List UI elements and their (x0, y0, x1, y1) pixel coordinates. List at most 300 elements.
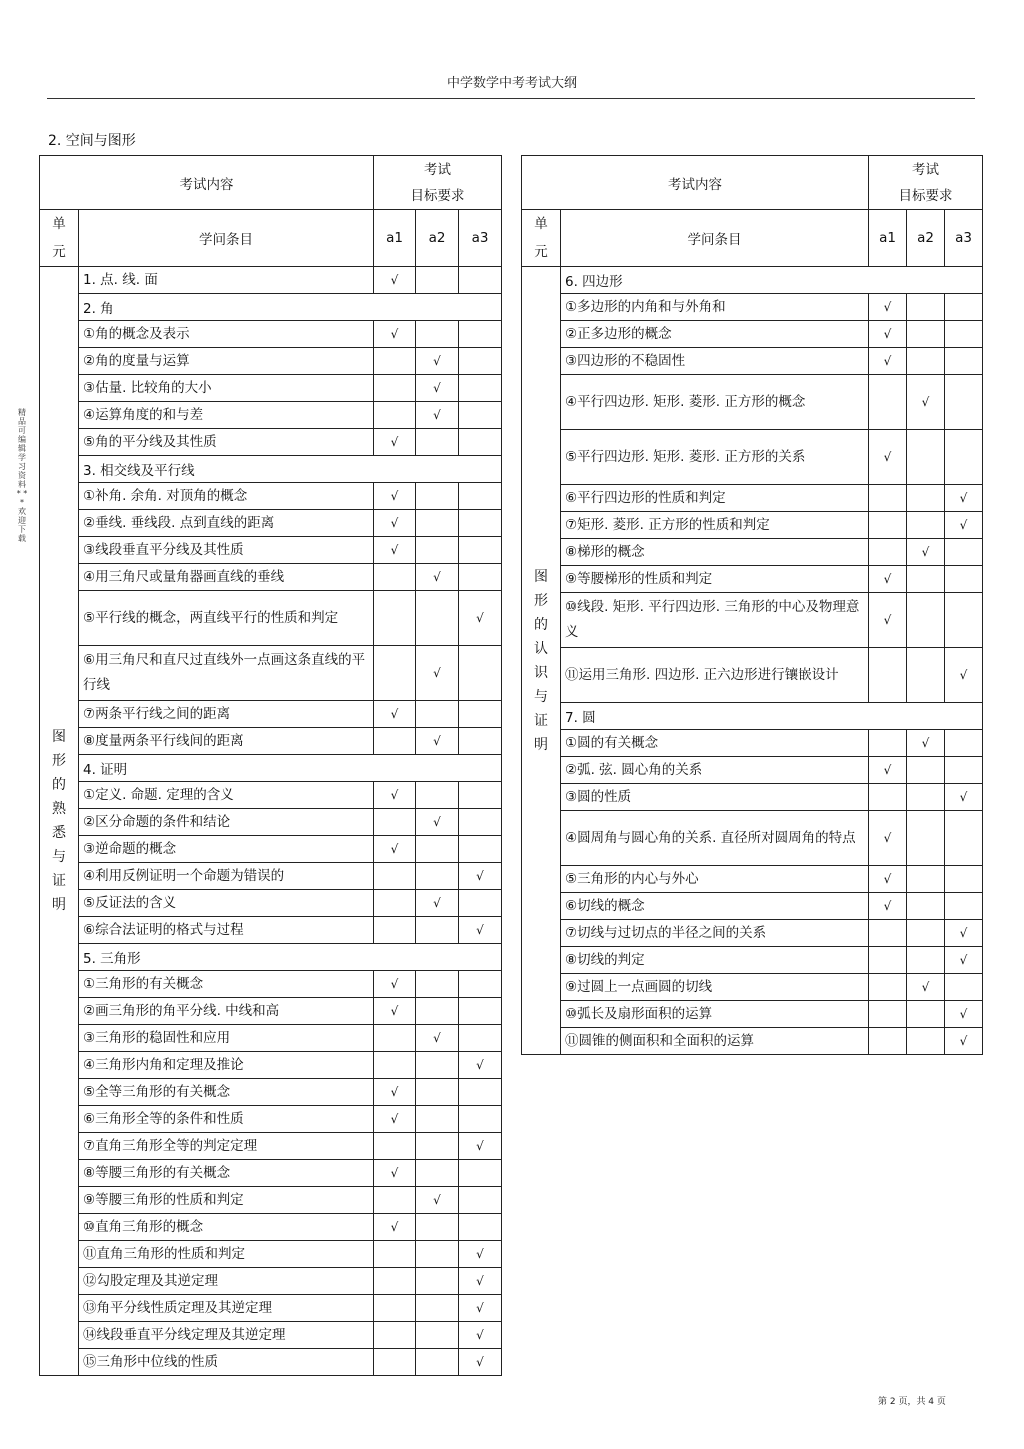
table-row (522, 375, 983, 430)
unit-label: 图形的认识与证明 (534, 568, 548, 753)
item-label: ③四边形的不稳固性 (561, 348, 869, 375)
check-cell-a2 (416, 836, 459, 863)
check-cell-a2 (416, 809, 459, 836)
item-label: ③三角形的稳固性和应用 (79, 1025, 374, 1052)
check-cell-a3 (459, 1295, 502, 1322)
table-row (40, 1106, 502, 1133)
check-cell-a3 (459, 1187, 502, 1214)
check-cell-a2 (907, 321, 945, 348)
header-a1: a1 (374, 210, 416, 267)
check-mark: √ (476, 1274, 484, 1288)
table-row (522, 811, 983, 866)
check-cell-a2 (907, 784, 945, 811)
header-target-line2: 目标要求 (410, 187, 465, 204)
check-cell-a2 (907, 539, 945, 566)
check-mark: √ (433, 1193, 441, 1207)
check-cell-a2 (416, 1187, 459, 1214)
check-cell-a2 (907, 1001, 945, 1028)
table-row (522, 757, 983, 784)
item-label: ①补角. 余角. 对顶角的概念 (79, 483, 374, 510)
check-cell-a2 (416, 1133, 459, 1160)
check-cell-a1 (869, 512, 907, 539)
table-row (40, 1079, 502, 1106)
check-cell-a3 (459, 1160, 502, 1187)
check-cell-a1 (374, 1322, 416, 1349)
check-cell-a2 (907, 974, 945, 1001)
table-row (40, 809, 502, 836)
check-cell-a3 (459, 917, 502, 944)
table-row (40, 1052, 502, 1079)
check-cell-a3 (459, 1349, 502, 1376)
check-cell-a3 (945, 730, 983, 757)
check-cell-a2 (416, 483, 459, 510)
item-label: ⑪运用三角形. 四边形. 正六边形进行镶嵌设计 (561, 648, 869, 703)
check-mark: √ (390, 1004, 399, 1018)
check-cell-a3 (945, 294, 983, 321)
item-label: ④运算角度的和与差 (79, 402, 374, 429)
check-cell-a3 (459, 1106, 502, 1133)
check-cell-a2 (416, 1052, 459, 1079)
right-outline-table (521, 155, 983, 1055)
check-cell-a2 (416, 1106, 459, 1133)
check-cell-a2 (416, 646, 459, 701)
check-cell-a3 (459, 402, 502, 429)
check-cell-a1 (374, 1187, 416, 1214)
header-unit-char2: 元 (534, 244, 548, 260)
table-row (40, 836, 502, 863)
check-mark: √ (883, 613, 892, 627)
check-mark: √ (476, 1355, 484, 1369)
header-a2: a2 (907, 210, 945, 267)
check-cell-a3 (945, 1001, 983, 1028)
check-cell-a3 (459, 1241, 502, 1268)
item-label: ②画三角形的角平分线. 中线和高 (79, 998, 374, 1025)
item-label: ⑥综合法证明的格式与过程 (79, 917, 374, 944)
item-label: ③估量. 比较角的大小 (79, 375, 374, 402)
table-row (40, 429, 502, 456)
check-mark: √ (433, 734, 441, 748)
item-label: ⑩线段. 矩形. 平行四边形. 三角形的中心及物理意义 (561, 593, 869, 648)
check-cell-a3 (945, 1028, 983, 1055)
check-cell-a2 (907, 920, 945, 947)
check-cell-a1 (869, 757, 907, 784)
check-cell-a3 (459, 1025, 502, 1052)
category-row (40, 456, 502, 483)
table-row (40, 728, 502, 755)
check-cell-a1 (374, 537, 416, 564)
table-row (522, 866, 983, 893)
check-cell-a3 (945, 974, 983, 1001)
check-cell-a2 (907, 512, 945, 539)
unit-label: 图形的熟悉与证明 (52, 729, 66, 913)
check-mark: √ (921, 395, 930, 409)
check-cell-a2 (416, 429, 459, 456)
category-label: 4. 证明 (79, 755, 502, 782)
check-mark: √ (959, 953, 968, 967)
item-label: ⑤全等三角形的有关概念 (79, 1079, 374, 1106)
check-cell-a2 (416, 863, 459, 890)
check-cell-a2 (416, 1241, 459, 1268)
item-label: ⑨等腰梯形的性质和判定 (561, 566, 869, 593)
item-label: ⑧等腰三角形的有关概念 (79, 1160, 374, 1187)
check-mark: √ (433, 408, 441, 422)
table-row (40, 1214, 502, 1241)
item-label: ④平行四边形. 矩形. 菱形. 正方形的概念 (561, 375, 869, 430)
check-cell-a3 (459, 971, 502, 998)
check-mark: √ (390, 273, 399, 287)
item-label: ⑭线段垂直平分线定理及其逆定理 (79, 1322, 374, 1349)
item-label: ④圆周角与圆心角的关系. 直径所对圆周角的特点 (561, 811, 869, 866)
check-cell-a1 (374, 591, 416, 646)
item-label: ⑥用三角尺和直尺过直线外一点画这条直线的平行线 (79, 646, 374, 701)
header-unit-char1: 单 (52, 216, 66, 232)
header-a2: a2 (416, 210, 459, 267)
item-label: ⑨等腰三角形的性质和判定 (79, 1187, 374, 1214)
check-mark: √ (959, 668, 968, 682)
item-label: ⑥切线的概念 (561, 893, 869, 920)
check-mark: √ (390, 1166, 399, 1180)
table-row (40, 402, 502, 429)
check-cell-a1 (374, 510, 416, 537)
item-label: ③逆命题的概念 (79, 836, 374, 863)
page-header-title: 中学数学中考考试大纲 (446, 76, 577, 91)
table-row (522, 784, 983, 811)
check-cell-a3 (459, 782, 502, 809)
check-cell-a2 (416, 348, 459, 375)
check-mark: √ (433, 896, 441, 910)
check-mark: √ (883, 572, 892, 586)
item-label: ⑦两条平行线之间的距离 (79, 701, 374, 728)
check-mark: √ (883, 872, 892, 886)
check-cell-a1 (374, 564, 416, 591)
check-cell-a1 (374, 701, 416, 728)
header-items: 学问条目 (561, 210, 869, 267)
header-row-2 (40, 210, 502, 267)
item-label: ⑤反证法的含义 (79, 890, 374, 917)
check-cell-a1 (374, 728, 416, 755)
check-cell-a1 (869, 294, 907, 321)
check-cell-a1 (869, 947, 907, 974)
header-row-2 (522, 210, 983, 267)
check-cell-a1 (869, 430, 907, 485)
category-label: 7. 圆 (561, 703, 983, 730)
header-a3: a3 (945, 210, 983, 267)
check-cell-a1 (374, 863, 416, 890)
check-mark: √ (390, 842, 399, 856)
check-cell-a3 (945, 375, 983, 430)
table-row (40, 321, 502, 348)
table-row (40, 863, 502, 890)
category-row (40, 294, 502, 321)
check-cell-a2 (416, 564, 459, 591)
check-cell-a2 (416, 402, 459, 429)
check-cell-a1 (374, 375, 416, 402)
check-cell-a2 (416, 998, 459, 1025)
check-cell-a1 (869, 730, 907, 757)
check-mark: √ (959, 790, 968, 804)
check-mark: √ (476, 1247, 484, 1261)
check-cell-a1 (869, 539, 907, 566)
item-label: ⑧切线的判定 (561, 947, 869, 974)
check-mark: √ (476, 923, 484, 937)
check-cell-a3 (459, 1079, 502, 1106)
check-mark: √ (476, 1058, 484, 1072)
check-cell-a1 (374, 836, 416, 863)
table-row (522, 974, 983, 1001)
check-cell-a1 (374, 483, 416, 510)
check-mark: √ (883, 450, 892, 464)
check-cell-a1 (374, 1052, 416, 1079)
check-cell-a1 (374, 1160, 416, 1187)
item-label: ⑤平行四边形. 矩形. 菱形. 正方形的关系 (561, 430, 869, 485)
check-cell-a3 (459, 1052, 502, 1079)
check-cell-a1 (869, 784, 907, 811)
item-label: ⑧度量两条平行线间的距离 (79, 728, 374, 755)
table-row (40, 1295, 502, 1322)
check-cell-a1 (374, 1214, 416, 1241)
header-target-line1: 考试 (424, 161, 451, 178)
table-row (40, 348, 502, 375)
check-cell-a2 (907, 348, 945, 375)
table-row (40, 564, 502, 591)
table-row (522, 730, 983, 757)
table-row (40, 1241, 502, 1268)
table-row (40, 1187, 502, 1214)
check-cell-a1 (374, 1295, 416, 1322)
check-cell-a1 (374, 890, 416, 917)
check-cell-a2 (416, 971, 459, 998)
check-cell-a2 (907, 1028, 945, 1055)
item-label: ②垂线. 垂线段. 点到直线的距离 (79, 510, 374, 537)
check-mark: √ (883, 899, 892, 913)
table-row (40, 782, 502, 809)
category-label: 2. 角 (79, 294, 502, 321)
check-mark: √ (959, 1007, 968, 1021)
check-mark: √ (476, 611, 484, 625)
check-cell-a3 (945, 784, 983, 811)
table-row (522, 294, 983, 321)
item-label: ④利用反例证明一个命题为错误的 (79, 863, 374, 890)
check-cell-a1 (374, 1025, 416, 1052)
check-cell-a3 (459, 564, 502, 591)
header-exam-target (869, 156, 983, 210)
table-row (40, 917, 502, 944)
check-mark: √ (921, 980, 930, 994)
table-row (40, 1025, 502, 1052)
item-label: ②区分命题的条件和结论 (79, 809, 374, 836)
check-cell-a3 (459, 483, 502, 510)
check-mark: √ (390, 489, 399, 503)
check-cell-a1 (869, 593, 907, 648)
check-cell-a1 (374, 1268, 416, 1295)
check-mark: √ (476, 869, 484, 883)
check-mark: √ (883, 763, 892, 777)
header-row-1 (522, 156, 983, 210)
check-cell-a1 (869, 485, 907, 512)
check-cell-a1 (869, 566, 907, 593)
header-target-line2: 目标要求 (898, 187, 953, 204)
check-cell-a2 (907, 294, 945, 321)
check-cell-a1 (374, 917, 416, 944)
table-row (40, 1349, 502, 1376)
check-cell-a1 (869, 893, 907, 920)
check-mark: √ (433, 815, 441, 829)
table-row (40, 510, 502, 537)
header-unit (40, 210, 79, 267)
check-cell-a1 (869, 348, 907, 375)
check-cell-a3 (945, 485, 983, 512)
item-label: ⑨过圆上一点画圆的切线 (561, 974, 869, 1001)
check-cell-a2 (416, 1214, 459, 1241)
check-mark: √ (883, 327, 892, 341)
check-cell-a3 (459, 591, 502, 646)
item-label: ①角的概念及表示 (79, 321, 374, 348)
table-row (522, 920, 983, 947)
table-row (40, 1322, 502, 1349)
check-cell-a1 (374, 782, 416, 809)
check-cell-a3 (459, 701, 502, 728)
check-cell-a2 (416, 728, 459, 755)
category-label: 5. 三角形 (79, 944, 502, 971)
check-cell-a2 (416, 782, 459, 809)
check-mark: √ (959, 1034, 968, 1048)
check-cell-a2 (907, 866, 945, 893)
check-cell-a3 (459, 836, 502, 863)
check-mark: √ (959, 518, 968, 532)
left-outline-table (39, 155, 502, 1376)
check-cell-a2 (416, 1268, 459, 1295)
check-cell-a3 (459, 1268, 502, 1295)
item-label: ③线段垂直平分线及其性质 (79, 537, 374, 564)
item-label: ⑤平行线的概念，两直线平行的性质和判定 (79, 591, 374, 646)
item-label: ⑪直角三角形的性质和判定 (79, 1241, 374, 1268)
check-cell-a1 (374, 646, 416, 701)
check-cell-a3 (945, 947, 983, 974)
check-cell-a1 (869, 811, 907, 866)
category-row (40, 755, 502, 782)
item-label: ⑧梯形的概念 (561, 539, 869, 566)
item-label: ⑪圆锥的侧面积和全面积的运算 (561, 1028, 869, 1055)
check-mark: √ (390, 516, 399, 530)
table-row (522, 348, 983, 375)
check-cell-a2 (416, 1025, 459, 1052)
check-cell-a1 (869, 866, 907, 893)
check-cell-a2 (416, 591, 459, 646)
check-mark: √ (921, 736, 930, 750)
check-cell-a1 (374, 998, 416, 1025)
check-cell-a2 (907, 375, 945, 430)
item-label: ①定义. 命题. 定理的含义 (79, 782, 374, 809)
item-label: ⑩直角三角形的概念 (79, 1214, 374, 1241)
header-exam-content: 考试内容 (40, 156, 374, 210)
check-cell-a1 (374, 1241, 416, 1268)
check-cell-a1 (869, 375, 907, 430)
check-cell-a2 (416, 701, 459, 728)
check-cell-a2 (416, 267, 459, 294)
check-mark: √ (390, 1112, 399, 1126)
check-cell-a3 (459, 1133, 502, 1160)
item-label: ①多边形的内角和与外角和 (561, 294, 869, 321)
check-cell-a3 (945, 566, 983, 593)
check-cell-a1 (374, 971, 416, 998)
check-cell-a2 (416, 321, 459, 348)
header-exam-target (374, 156, 502, 210)
check-cell-a3 (945, 893, 983, 920)
check-cell-a2 (416, 1079, 459, 1106)
header-exam-content: 考试内容 (522, 156, 869, 210)
check-cell-a2 (907, 648, 945, 703)
item-label: ③圆的性质 (561, 784, 869, 811)
item-label: ⑥平行四边形的性质和判定 (561, 485, 869, 512)
check-mark: √ (433, 354, 441, 368)
check-cell-a3 (945, 348, 983, 375)
check-mark: √ (476, 1301, 484, 1315)
header-a3: a3 (459, 210, 502, 267)
check-mark: √ (433, 570, 441, 584)
check-cell-a1 (869, 1028, 907, 1055)
check-cell-a3 (459, 998, 502, 1025)
item-label: ②弧. 弦. 圆心角的关系 (561, 757, 869, 784)
check-cell-a2 (416, 917, 459, 944)
category-label: 3. 相交线及平行线 (79, 456, 502, 483)
item-label: ④用三角尺或量角器画直线的垂线 (79, 564, 374, 591)
check-mark: √ (476, 1139, 484, 1153)
table-row (522, 893, 983, 920)
check-cell-a3 (459, 321, 502, 348)
check-cell-a3 (945, 321, 983, 348)
header-unit-char1: 单 (534, 216, 548, 232)
check-cell-a1 (374, 348, 416, 375)
check-cell-a1 (374, 321, 416, 348)
check-cell-a3 (459, 646, 502, 701)
check-mark: √ (433, 666, 441, 680)
check-mark: √ (390, 707, 399, 721)
header-items: 学问条目 (79, 210, 374, 267)
check-cell-a2 (907, 485, 945, 512)
table-row (40, 591, 502, 646)
table-row (40, 267, 502, 294)
check-cell-a2 (416, 510, 459, 537)
check-mark: √ (883, 300, 892, 314)
check-cell-a2 (907, 811, 945, 866)
table-row (522, 1001, 983, 1028)
check-cell-a2 (907, 566, 945, 593)
check-cell-a1 (374, 1133, 416, 1160)
check-cell-a1 (869, 1001, 907, 1028)
check-cell-a2 (416, 890, 459, 917)
item-label: ⑤三角形的内心与外心 (561, 866, 869, 893)
unit-cell (40, 267, 79, 1376)
check-cell-a1 (374, 1349, 416, 1376)
check-cell-a3 (459, 1322, 502, 1349)
check-cell-a3 (459, 890, 502, 917)
category-row (522, 267, 983, 294)
check-cell-a2 (907, 947, 945, 974)
item-label: ⑩弧长及扇形面积的运算 (561, 1001, 869, 1028)
check-cell-a2 (416, 1295, 459, 1322)
item-label: ②正多边形的概念 (561, 321, 869, 348)
check-cell-a1 (869, 648, 907, 703)
check-mark: √ (959, 926, 968, 940)
check-cell-a3 (459, 728, 502, 755)
check-cell-a3 (945, 866, 983, 893)
check-cell-a3 (945, 920, 983, 947)
check-cell-a3 (945, 811, 983, 866)
check-cell-a1 (869, 321, 907, 348)
check-cell-a2 (907, 730, 945, 757)
table-row (40, 646, 502, 701)
check-cell-a2 (907, 757, 945, 784)
